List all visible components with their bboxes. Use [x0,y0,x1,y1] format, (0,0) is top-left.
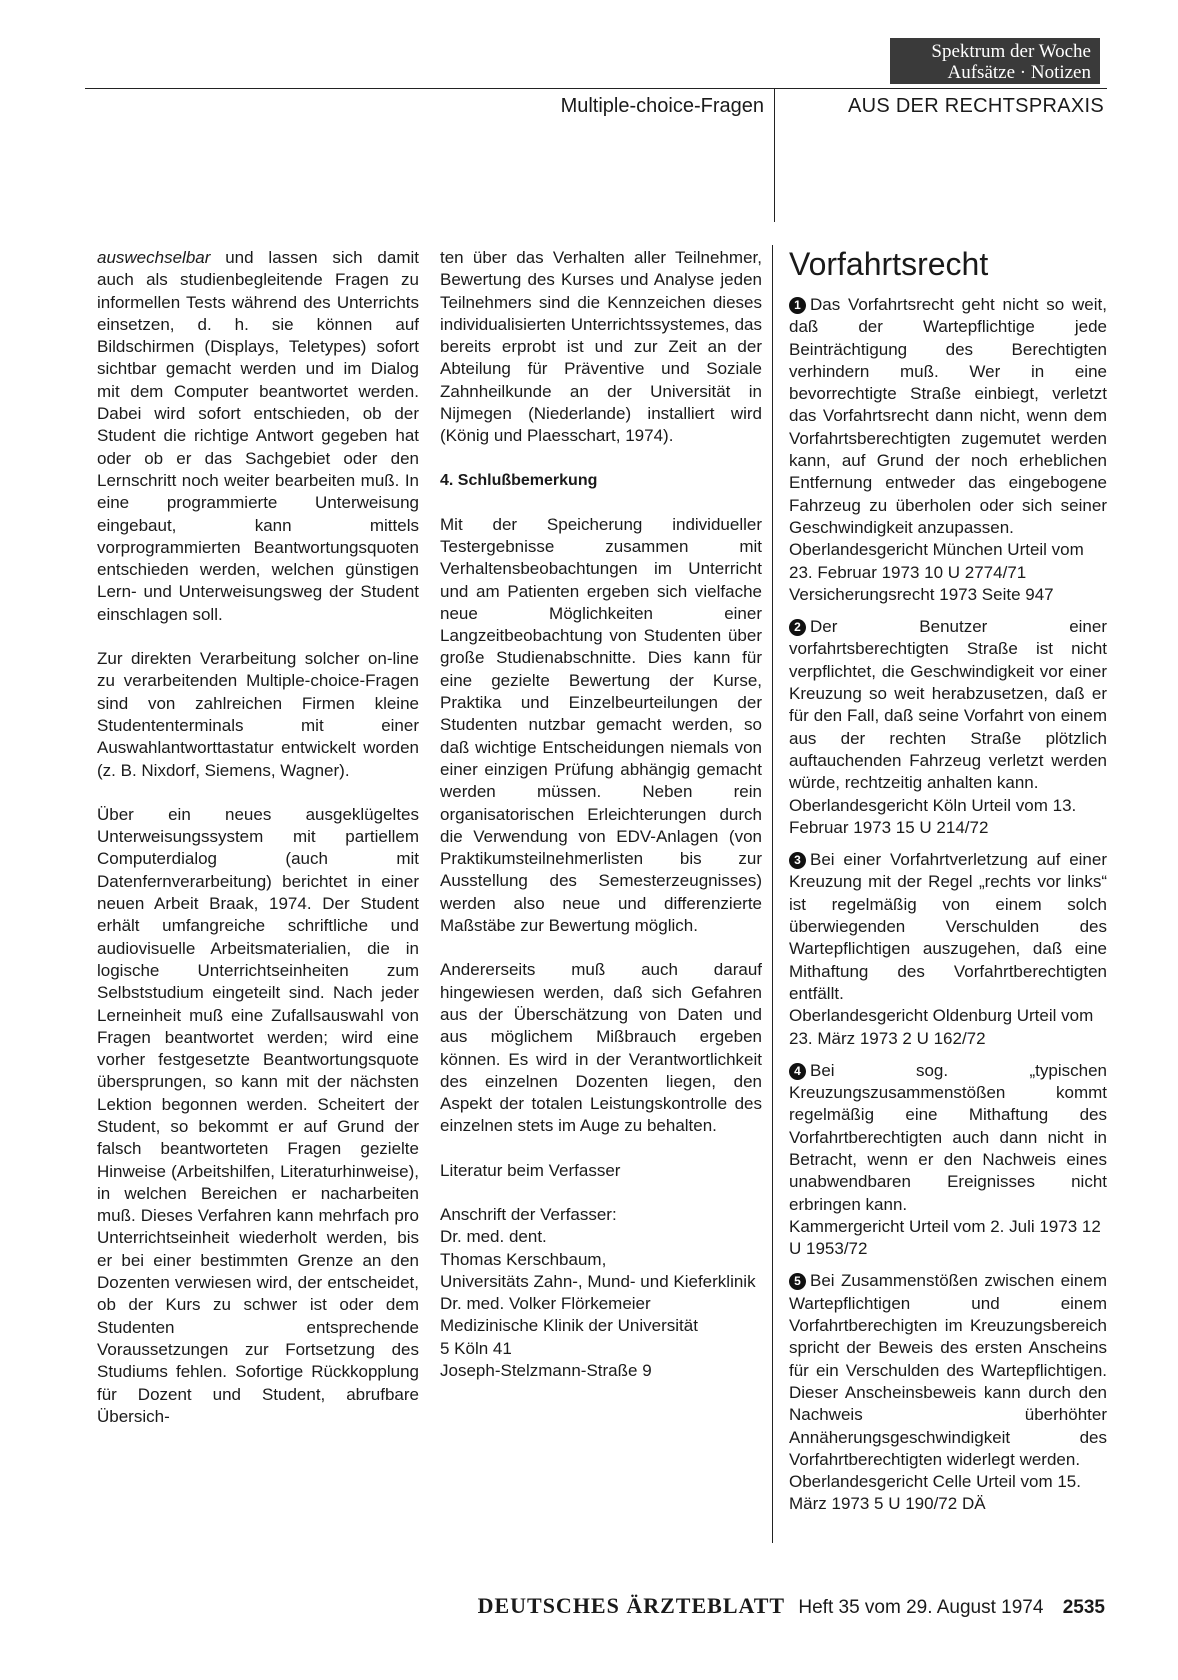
article-column-2 [440,247,762,1382]
legal-column [789,245,1107,1526]
court-citation: Oberlandesgericht Celle Urteil vom 15. März 1973 5 U 190/72 DÄ [789,1472,1081,1514]
paragraph: ten über das Verhalten aller Teilnehmer, Bewertung des Kurses und Analyse jeden Teilnehmers sind die Kennzeichen dieses individualisierten Unterrichtssystemes, das bereits erprobt ist und zur Zeit an der Abteilung für Präventive und Soziale Zahnheilkunde an der Universität in Nijmegen (Niederlande) installiert wird (König und Plaesschart, 1974). [440,248,762,446]
badge-line-2: Aufsätze · Notizen [947,62,1091,83]
page-footer [380,1594,1105,1620]
section-heading: 4. Schlußbemerkung [440,471,598,489]
court-citation: Oberlandesgericht Köln Urteil vom 13. Februar 1973 15 U 214/72 [789,795,1077,837]
paragraph [97,247,419,626]
address-line: Dr. med. Volker Flörkemeier [440,1294,651,1314]
paragraph: Andererseits muß auch darauf hingewiesen werden, daß sich Gefahren aus der Überschätzung von Daten und aus möglichem Mißbrauch ergeben können. Es wird in der Verantwortlichkeit des einzelnen Dozenten liegen, den Aspekt der totalen Leistungskontrolle des einzelnen stets im Auge zu behalten. [440,960,762,1136]
address-line: Dr. med. dent. [440,1227,547,1247]
court-citation: Oberlandesgericht München Urteil vom 23. Februar 1973 10 U 2774/71 [789,540,1084,582]
journal-name: DEUTSCHES ÄRZTEBLATT [477,1593,786,1618]
author-address [440,1204,762,1382]
address-line: Thomas Kerschbaum, [440,1249,607,1269]
court-citation: Oberlandesgericht Oldenburg Urteil vom 23. März 1973 2 U 162/72 [789,1006,1094,1048]
address-line: Anschrift der Verfasser: [440,1204,617,1224]
address-line: 5 Köln 41 [440,1338,512,1358]
entry-text: Bei Zusammenstößen zwischen einem Wartepflichtigen und einem Vorfahrtberechigten im Kreuzungsbereich spricht der Beweis des ersten Anscheins für ein Verschulden des Wartepflichtigen. Dieser Anscheinsbeweis kann durch den Nachweis überhöhter Annäherungsgeschwindigkeit des Vorfahrtberechtigten widerlegt werden. [789,1271,1107,1469]
paragraph: Zur direkten Verarbeitung solcher on-line zu verarbeitenden Multiple-choice-Fragen sind von zahlreichen Firmen kleine Studententerminals mit einer Auswahlantworttastatur entwickelt worden (z. B. Nixdorf, Siemens, Wagner). [97,649,419,780]
number-badge: 1 [789,297,806,314]
emphasis: auswechselbar [97,248,211,267]
number-badge: 4 [789,1063,806,1080]
entry-text: Bei einer Vorfahrtverletzung auf einer Kreuzung mit der Regel „rechts vor links“ ist regelmäßig von einem solch überwiegenden Verschulden des Wartepflichtigen auszugehen, daß eine Mithaftung des Vorfahrtberechtigten entfällt. [789,850,1107,1003]
badge-line-1: Spektrum der Woche [931,41,1091,62]
column-divider [772,245,773,1543]
header-divider [774,88,775,222]
number-badge: 3 [789,852,806,869]
court-citation: Kammergericht Urteil vom 2. Juli 1973 12 U 1953/72 [789,1216,1101,1259]
entry-text: Bei sog. „typischen Kreuzungszusammenstößen kommt regelmäßig eine Mithaftung des Vorfahrtberechtigten auch dann nicht in Betracht, wenn er den Nachweis eines unabwendbaren Ereignisses nicht erbringen kann. [789,1060,1107,1214]
address-line: Medizinische Klinik der Universität [440,1316,698,1336]
address-line: Universitäts Zahn-, Mund- und Kieferklinik [440,1271,756,1291]
issue-info: Heft 35 vom 29. August 1974 [798,1597,1044,1618]
running-head-left: Multiple-choice-Fragen [560,95,764,117]
legal-entry [789,1060,1107,1261]
page-number: 2535 [1062,1597,1105,1618]
paragraph: Mit der Speicherung individueller Testergebnisse zusammen mit Verhaltensbeobachtungen im Unterricht und am Patienten ergeben sich vielfache neue Möglichkeiten einer Langzeitbeobachtung von Studenten über große Studienabschnitte. Dies kann für eine gezielte Bewertung der Kurse, Praktika und Einzelbeurteilungen der Studenten nutzbar gemacht werden, so daß wichtige Entscheidungen niemals von einer einzigen Prüfung abhängig gemacht werden müssen. Neben rein organisatorischen Erleichterungen durch die Verwendung von EDV-Anlagen (von Praktikumsteilnehmerlisten bis zur Ausstellung des Semesterzeugnisses) werden also neue und differenzierte Maßstäbe zur Bewertung möglich. [440,514,762,936]
running-head-right: AUS DER RECHTSPRAXIS [847,95,1104,117]
legal-title: Vorfahrtsrecht [789,246,989,282]
legal-entry [789,849,1107,1050]
literature-note: Literatur beim Verfasser [440,1160,621,1180]
paragraph: Über ein neues ausgeklügeltes Unterweisungssystem mit partiellem Computerdialog (auch mit Datenfernverarbeitung) berichtet in einer neuen Arbeit Braak, 1974. Der Student erhält umfangreiche schriftliche und audiovisuelle Arbeitsmaterialien, die in logische Unterrichtseinheiten zum Selbststudium eingeteilt sind. Nach jeder Lerneinheit muß eine Zufallsauswahl von Fragen beantwortet werden; wird eine vorher festgesetzte Beantwortungsquote übersprungen, so kann mit der nächsten Lektion begonnen werden. Scheitert der Student, so bekommt er auf Grund der falsch beantworteten Fragen gezielte Hinweise (Arbeitshilfen, Literaturhinweise), in welchen Bereichen er nacharbeiten muß. Dieses Verfahren kann mehrfach pro Unterrichtseinheit wiederholt werden, bis er bei einer bestimmten Grenze an den Dozenten verwiesen wird, der entscheidet, ob der Kurs zu schwer ist oder dem Studenten entsprechende Voraussetzungen zur Fortsetzung des Studiums fehlen. Sofortige Rückkopplung für Dozent und Student, abrufbare Übersich- [97,804,419,1426]
article-column-1 [97,247,419,1450]
legal-entry [789,1270,1107,1515]
legal-entry [789,616,1107,839]
entry-text: Der Benutzer einer vorfahrtsberechtigten Straße ist nicht verpflichtet, die Geschwindigkeit vor einer Kreuzung so weit herabzusetzen, daß er für den Fall, daß seine Vorfahrt von einem aus der rechten Straße plötzlich auftauchenden Fahrzeug verletzt werden würde, rechtzeitig anhalten kann. [789,617,1107,793]
entry-text: Das Vorfahrtsrecht geht nicht so weit, daß der Wartepflichtige jede Beinträchtigung des Berechtigten verhindern muß. Wer in eine bevorrechtigte Straße einbiegt, verletzt das Vorfahrtsrecht dann nicht, wenn dem Vorfahrtsberechtigten zugemutet werden kann, auf Grund der noch erheblichen Entfernung entweder das eingebogene Fahrzeug zu überholen oder sich seiner Geschwindigkeit anzupassen. [789,295,1107,537]
header-rule [85,88,1107,89]
number-badge: 2 [789,619,806,636]
source-citation: Versicherungsrecht 1973 Seite 947 [789,584,1054,604]
paragraph-text: und lassen sich damit auch als studienbegleitende Fragen zu informellen Tests während des Unterrichts einsetzen, d. h. sie können auf Bildschirmen (Displays, Teletypes) sofort sichtbar gemacht werden und im Dialog mit dem Computer beantwortet werden. Dabei wird sofort entschieden, ob der Student die richtige Antwort gegeben hat oder ob er das Sachgebiet oder den Lernschritt noch weiter bearbeiten muß. In eine programmierte Unterweisung eingebaut, kann mittels vorprogrammierten Beantwortungsquoten entschieden werden, welchen günstigen Lern- und Unterweisungsweg der Student einschlagen soll. [97,248,419,624]
address-line: Joseph-Stelzmann-Straße 9 [440,1361,652,1381]
number-badge: 5 [789,1273,806,1290]
section-badge [890,38,1100,84]
legal-entry [789,294,1107,606]
